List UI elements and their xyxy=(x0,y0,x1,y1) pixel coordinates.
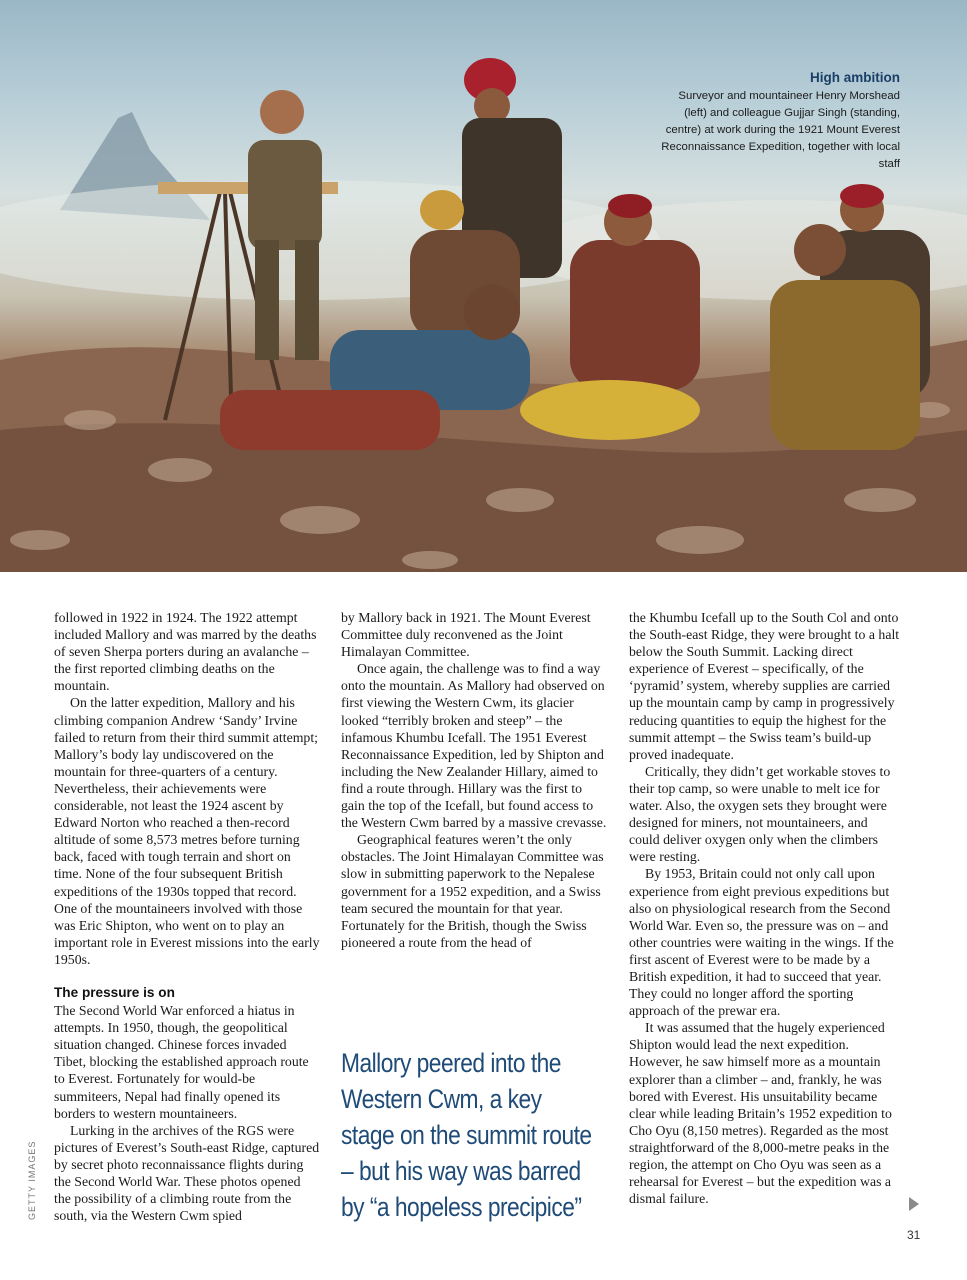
paragraph: By 1953, Britain could not only call upon experience from eight previous expeditions but also on physiological research from the Second World War. Even so, the pressure was on – and other countries were waiting in the wings. If the first ascent of Everest were to be made by a British expedition, it had to succeed that year. They could no longer afford the sporting approach of the prewar era. xyxy=(629,866,894,1019)
photo-credit xyxy=(27,1120,41,1220)
section-subhead: The pressure is on xyxy=(54,984,175,1000)
paragraph: by Mallory back in 1921. The Mount Everest Committee duly reconvened as the Joint Himalayan Committee. xyxy=(341,610,591,660)
paragraph: On the latter expedition, Mallory and his climbing companion Andrew ‘Sandy’ Irvine failed to return from their third summit attempt; Mallory’s body lay undiscovered on the mountain for three-quarters of a century. Nevertheless, their achievements were considerable, not least the 1924 ascent by Edward Norton who reached a then-record altitude of some 8,573 metres before turning back, faced with tough terrain and short on time. None of the four subsequent British expeditions of the 1930s topped that record. One of the mountaineers involved with those was Eric Shipton, who went on to play an important role in Everest missions into the early 1950s. xyxy=(54,695,320,967)
paragraph: followed in 1922 in 1924. The 1922 attempt included Mallory and was marred by the deaths of seven Sherpa porters during an avalanche – the first reported climbing deaths on the mountain. xyxy=(54,610,317,694)
article-column-3 xyxy=(629,609,901,1207)
article-column-2 xyxy=(341,609,607,951)
expedition-photo xyxy=(0,0,967,572)
caption-title: High ambition xyxy=(810,70,900,85)
paragraph: Critically, they didn’t get workable stoves to their top camp, so were unable to melt ice for water. Also, the oxygen sets they brought were designed for miners, not mountaineers, and could deliver oxygen only when the climbers were resting. xyxy=(629,763,891,865)
photo-credit-text: GETTY IMAGES xyxy=(27,1140,37,1220)
paragraph: Geographical features weren’t the only obstacles. The Joint Himalayan Committee was slow in submitting paperwork to the Nepalese government for a 1952 expedition, and a Swiss team secured the mountain for that year. Fortunately for the British, though the Swiss pioneered a route from the head of xyxy=(341,832,604,950)
paragraph: It was assumed that the hugely experienced Shipton would lead the next expedition. However, he saw himself more as a mountain explorer than a climber – and, frankly, he was bored with Everest. His unsuitability became clear while leading Britain’s 1952 expedition to Cho Oyu (8,150 metres). Regarded as the most straightforward of the 8,000-metre peaks in the region, the attempt on Cho Oyu was seen as a rehearsal for Everest – but the expedition was a dismal failure. xyxy=(629,1020,892,1207)
paragraph: Lurking in the archives of the RGS were pictures of Everest’s South-east Ridge, captured by secret photo reconnaissance flights during the Second World War. These photos opened the possibility of a climbing route from the south, via the Western Cwm spied xyxy=(54,1122,320,1224)
photo-caption xyxy=(660,70,900,173)
paragraph: Once again, the challenge was to find a way onto the mountain. As Mallory had observed on first viewing the Western Cwm, its glacier looked “terribly broken and steep” – the infamous Khumbu Icefall. The 1951 Everest Reconnaissance Expedition, led by Shipton and including the New Zealander Hillary, aimed to find a route through. Hillary was the first to gain the top of the Icefall, but found access to the Western Cwm barred by a massive crevasse. xyxy=(341,661,607,831)
paragraph: the Khumbu Icefall up to the South Col and onto the South-east Ridge, they were brought to a halt below the South Summit. Lacking direct experience of Everest – specifically, of the ‘pyramid’ system, whereby supplies are carried up the mountain camp by camp in progressively reducing quantities to equip the highest for the summit attempt – the Swiss team’s build-up proved inadequate. xyxy=(629,610,900,762)
page-number: 31 xyxy=(907,1228,921,1242)
paragraph: The Second World War enforced a hiatus in attempts. In 1950, though, the geopolitical situation changed. Chinese forces invaded Tibet, blocking the established approach route to Everest. Fortunately for would-be summiteers, Nepal had finally opened its borders to western mountaineers. xyxy=(54,1003,309,1121)
pull-quote: Mallory peered into the Western Cwm, a key stage on the summit route – but his way was barred by “a hopeless precipice” xyxy=(341,1048,592,1222)
next-page-arrow-icon[interactable] xyxy=(909,1197,919,1211)
article-column-1 xyxy=(54,609,320,1224)
caption-body: Surveyor and mountaineer Henry Morshead (left) and colleague Gujjar Singh (standing, centre) at work during the 1921 Mount Everest Reconnaissance Expedition, together with local staff xyxy=(661,90,900,170)
